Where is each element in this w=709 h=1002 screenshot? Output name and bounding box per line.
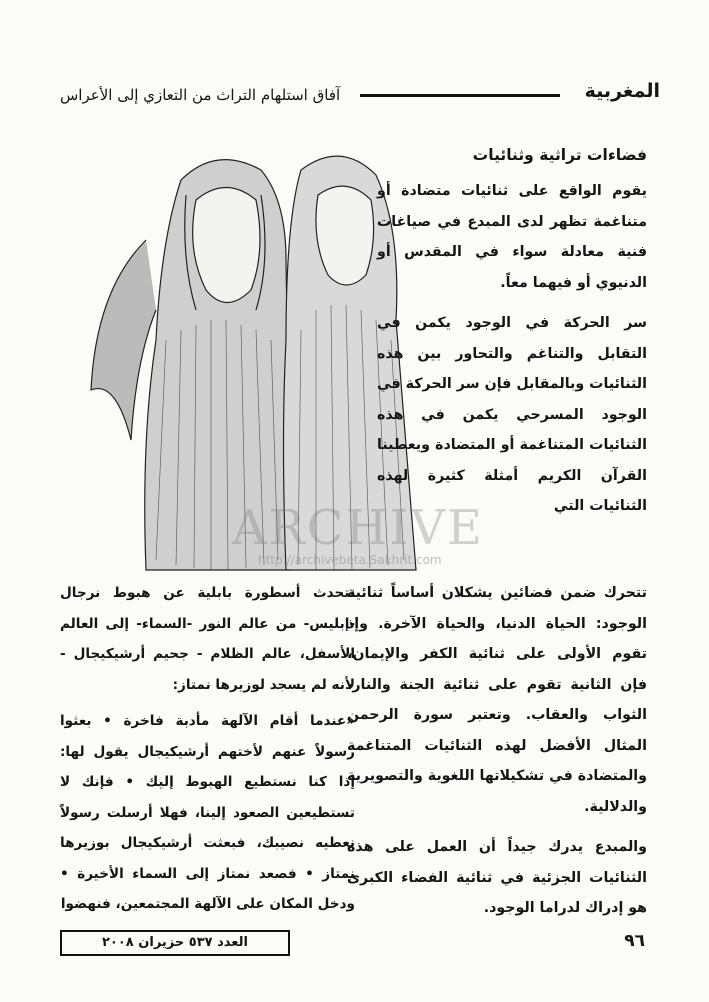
magazine-title: المغربية: [584, 80, 660, 102]
article-running-title: آفاق استلهام التراث من التعازي إلى الأعراس: [60, 86, 341, 104]
issue-badge: العدد ٥٣٧ حزيران ٢٠٠٨: [60, 930, 290, 956]
page-header: [60, 80, 660, 112]
header-rule: [360, 94, 560, 97]
right-column-bottom: [347, 578, 647, 934]
section-heading: فضاءات تراثية وثنائيات: [472, 146, 647, 164]
watermark-url: http://archivebeta.Sakhrit.com: [258, 553, 442, 567]
paragraph: تتحرك ضمن فضائين يشكلان أساساً ثنائية الوجود: الحياة الدنيا، والحياة الآخرة. وإذ تقوم الأولى على ثنائية الكفر والإيمان، فإن الثانية تقوم على ثنائية الجنة والنار، الثواب والعقاب. وتعتبر سورة الرحمن المثال الأفضل لهذه الثنائيات المتناغمة والمتضادة في تشكيلاتها اللغوية والتصويرية والدلالية.: [347, 585, 647, 815]
paragraph: والمبدع يدرك جيداً أن العمل على هذه الثنائيات الجزئية في ثنائية الفضاء الكبرى هو إدراك لدراما الوجود.: [347, 839, 647, 916]
paragraph: «عندما أقام الآلهة مأدبة فاخرة • بعثوا رسولاً عنهم لأختهم أرشيكيجال يقول لها: إذا كنا نستطيع الهبوط إليك • فإنك لا تستطيعين الصعود إلينا، فهلا أرسلت رسولاً نعطيه نصيبك، فبعثت أرشيكيجال بوزيرها نمتاز • فصعد نمتاز إلى السماء الأخيرة • ودخل المكان على الآلهة المجتمعين، فنهضوا: [60, 713, 355, 912]
right-column-top: [377, 140, 647, 532]
left-column: [60, 578, 355, 926]
watermark-logo: ARCHIVE: [232, 500, 485, 556]
page-number: ٩٦: [624, 931, 645, 951]
paragraph: سر الحركة في الوجود يكمن في التقابل والتناغم والتحاور بين هذه الثنائيات وبالمقابل فإن سر الحركة في الوجود المسرحي يكمن في هذه الثنائيات المتناغمة أو المتضادة ويعطينا القرآن الكريم أمثلة كثيرة لهذه الثنائيات التي: [377, 315, 647, 514]
paragraph: تتحدث أسطورة بابلية عن هبوط نرجال -إبليس- من عالم النور -السماء- إلى العالم الأسفل، عالم الظلام - جحيم أرشيكيجال - لأنه لم يسجد لوزيرها نمتاز:: [60, 585, 355, 693]
paragraph: يقوم الواقع على ثنائيات متضادة أو متناغمة تظهر لدى المبدع في صياغات فنية معادلة سواء في المقدس أو الدنيوي أو فيهما معاً.: [377, 183, 647, 291]
